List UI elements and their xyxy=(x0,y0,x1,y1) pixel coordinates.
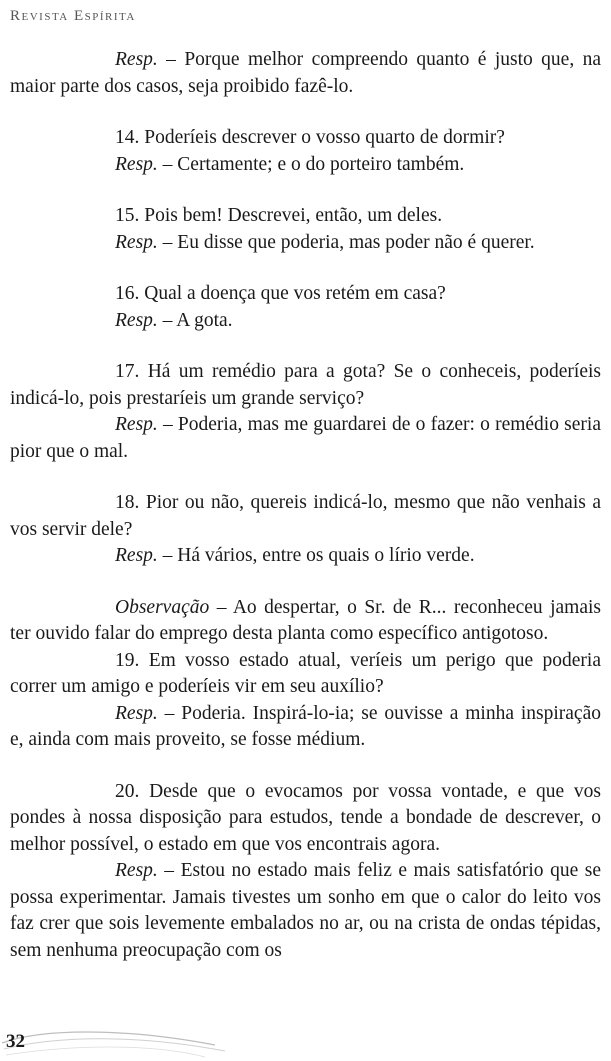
answer-16 xyxy=(10,308,601,335)
observation-label: Observação xyxy=(115,596,210,618)
paragraph-text: 16. Qual a doença que vos retém em casa? xyxy=(115,283,446,304)
page-corner-swoosh-decoration xyxy=(0,1021,230,1061)
paragraph-text: – Certamente; e o do porteiro também. xyxy=(157,153,465,175)
question-19 xyxy=(10,648,601,701)
answer-17 xyxy=(10,412,601,465)
paragraph-text: – Há vários, entre os quais o lírio verde. xyxy=(157,545,475,566)
answer-20 xyxy=(10,858,601,964)
paragraph-resp-13 xyxy=(10,47,601,100)
resp-label: Resp. xyxy=(115,545,158,566)
resp-label: Resp. xyxy=(115,414,158,435)
paragraph-text: – Estou no estado mais feliz e mais satisfatório que se possa experimentar. Jamais tivestes um sonho em que o calor do leito vos faz crer que sois levemente embalados no ar, ou na crista de ondas tépidas, sem nenhuma preocupação com os xyxy=(10,860,601,961)
resp-label: Resp. xyxy=(115,860,158,881)
page-number: 32 xyxy=(6,1031,25,1052)
resp-label: Resp. xyxy=(115,309,158,331)
answer-14 xyxy=(10,152,601,179)
resp-label: Resp. xyxy=(115,702,158,724)
paragraph-text: – A gota. xyxy=(157,309,233,331)
question-15 xyxy=(10,203,601,230)
observation-note xyxy=(10,595,601,648)
paragraph-text: 20. Desde que o evocamos por vossa vontade, e que vos pondes à nossa disposição para estudos, tende a bondade de descrever, o melhor possível, o estado em que vos encontrais agora. xyxy=(10,780,601,855)
question-16 xyxy=(10,281,601,308)
page-body xyxy=(10,47,601,964)
question-18 xyxy=(10,490,601,543)
question-20 xyxy=(10,779,601,859)
paragraph-text: 15. Pois bem! Descrevei, então, um deles. xyxy=(115,205,443,226)
resp-label: Resp. xyxy=(115,49,158,70)
question-17 xyxy=(10,359,601,412)
paragraph-text: – Poderia. Inspirá-lo-ia; se ouvisse a minha inspiração e, ainda com mais proveito, se fosse médium. xyxy=(10,702,601,750)
question-14 xyxy=(10,125,601,152)
paragraph-text: – Porque melhor compreendo quanto é justo que, na maior parte dos casos, seja proibido fazê-lo. xyxy=(10,49,601,97)
resp-label: Resp. xyxy=(115,231,158,253)
answer-19 xyxy=(10,701,601,754)
paragraph-text: – Eu disse que poderia, mas poder não é querer. xyxy=(157,231,535,253)
paragraph-text: 19. Em vosso estado atual, veríeis um perigo que poderia correr um amigo e poderíeis vir em seu auxílio? xyxy=(10,649,601,697)
paragraph-text: – Poderia, mas me guardarei de o fazer: o remédio seria pior que o mal. xyxy=(10,414,601,462)
running-header: Revista Espírita xyxy=(10,8,136,24)
paragraph-text: 14. Poderíeis descrever o vosso quarto de dormir? xyxy=(115,127,505,148)
resp-label: Resp. xyxy=(115,153,158,175)
paragraph-text: 18. Pior ou não, quereis indicá-lo, mesmo que não venhais a vos servir dele? xyxy=(10,492,601,540)
answer-18 xyxy=(10,543,601,570)
paragraph-text: 17. Há um remédio para a gota? Se o conheceis, poderíeis indicá-lo, pois prestaríeis um grande serviço? xyxy=(10,361,601,409)
answer-15 xyxy=(10,230,601,257)
paragraph-text: – Ao despertar, o Sr. de R... reconheceu jamais ter ouvido falar do emprego desta planta como específico antigotoso. xyxy=(10,596,601,644)
